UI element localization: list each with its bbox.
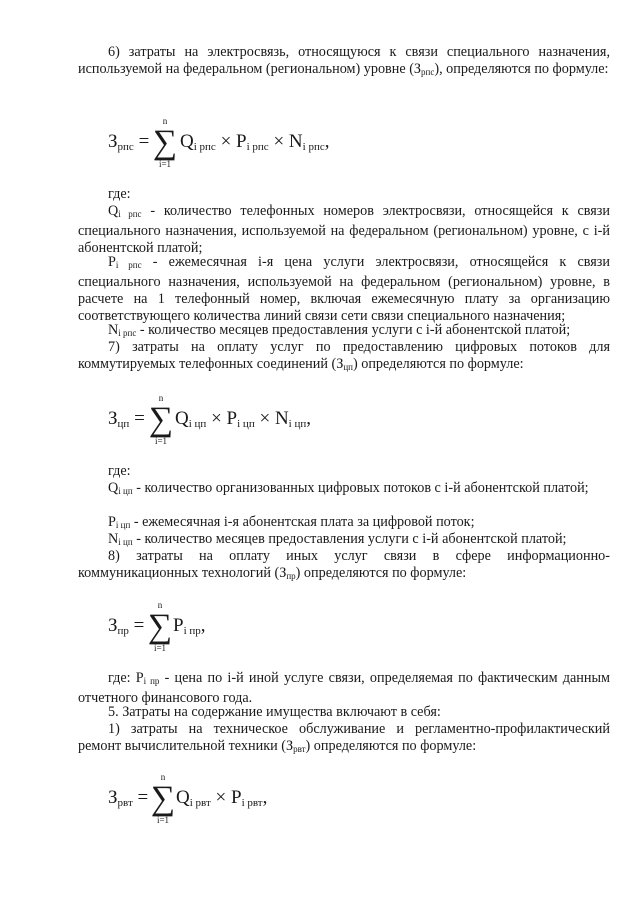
- where-label: где:: [108, 463, 131, 479]
- section-6-intro: 6) затраты на электросвязь, относящуюся к связи специального назначения, используемой на федеральном (региональном) уровне $(З_{рпс})$, определяются по формуле:: [78, 44, 610, 77]
- sum-sign: n ∑ i=1: [148, 393, 174, 446]
- section-8-intro: 8) затраты на оплату иных услуг связи в сфере информационно-коммуникационных технологий $(З_{пр})$ определяются по формуле:: [78, 548, 610, 581]
- definition-n-rps: $N_{i рпс}$ - количество месяцев предоставления услуги с i-й абонентской платой;: [108, 322, 571, 338]
- where-label: где:: [108, 186, 131, 202]
- sum-sign: n ∑ i=1: [150, 772, 176, 825]
- definition-p-rps: $P_{i рпс}$ - ежемесячная i-я цена услуги электросвязи, относящейся к связи специального назначения, используемой на федеральном (региональном) уровне, в расчете на 1 телефонный номер, включая ежемесячную плату за организацию соответствующего количества линий связи сети связи специального назначения;: [78, 254, 611, 324]
- definition-p-cp: $P_{i цп}$ - ежемесячная i-я абонентская плата за цифровой поток;: [108, 514, 475, 530]
- sum-sign: n ∑ i=1: [147, 600, 173, 653]
- section-5-item-1: 1) затраты на техническое обслуживание и регламентно-профилактический ремонт вычислительной техники $(З_{рвт})$ определяются по формуле:: [78, 721, 610, 754]
- section-7-intro: 7) затраты на оплату услуг по предоставлению цифровых потоков для коммутируемых телефонных соединений $(З_{цп})$ определяются по формуле:: [78, 339, 610, 372]
- document-page: 6) затраты на электросвязь, относящуюся к связи специального назначения, используемой на федеральном (региональном) уровне $(З_{рпс})$, определяются по формуле: Зрпс = n ∑ i=1 Qi рпс × Pi рпс × Ni рпс, где: $Q_{i рпс}$ - количество телефонных номеров электросвязи, относящейся к связи специального назначения, используемой на федеральном (региональном) уровне, с i-й абонентской платой; $P_{i рпс}$ - ежемесячная i-я цена услуги электросвязи, относящейся к связи специального назначения, используемой на федеральном (региональном) уровне, в расчете на 1 телефонный номер, включая ежемесячную плату за организацию соответствующего количества линий связи сети связи специального назначения; $N_{i рпс}$ - количество месяцев предоставления услуги с i-й абонентской платой; 7) затраты на оплату услуг по предоставлению цифровых потоков для коммутируемых телефонных соединений $(З_{цп})$ определяются по формуле: Зцп = n ∑ i=1 Qi цп × Pi цп × Ni цп, где: $Q_{i цп}$ - количество организованных цифровых потоков с i-й абонентской платой; $P_{i цп}$ - ежемесячная i-я абонентская плата за цифровой поток; $N_{i цп}$ - количество месяцев предоставления услуги с i-й абонентской платой; 8) затраты на оплату иных услуг связи в сфере информационно-коммуникационных технологий $(З_{пр})$ определяются по формуле: Зпр = n ∑ i=1 Pi пр, где: $P_{i пр}$ - цена по i-й иной услуге связи, определяемая по фактическим данным отчетного финансового года. 5. Затраты на содержание имущества включают в себя: 1) затраты на техническое обслуживание и регламентно-профилактический ремонт вычислительной техники $(З_{рвт})$ определяются по формуле: Зрвт = n ∑ i=1 Qi рвт × Pi рвт,: [78, 44, 611, 825]
- section-5-heading: 5. Затраты на содержание имущества включают в себя:: [108, 704, 441, 720]
- definition-n-cp: $N_{i цп}$ - количество месяцев предоставления услуги с i-й абонентской платой;: [108, 531, 567, 547]
- definition-q-rps: $Q_{i рпс}$ - количество телефонных номеров электросвязи, относящейся к связи специального назначения, используемой на федеральном (региональном) уровне, с i-й абонентской платой;: [78, 203, 610, 256]
- definition-p-pr: где: $P_{i пр}$ - цена по i-й иной услуге связи, определяемая по фактическим данным отчетного финансового года.: [78, 670, 610, 706]
- definition-q-cp: $Q_{i цп}$ - количество организованных цифровых потоков с i-й абонентской платой;: [108, 480, 589, 496]
- sum-sign: n ∑ i=1: [152, 116, 178, 169]
